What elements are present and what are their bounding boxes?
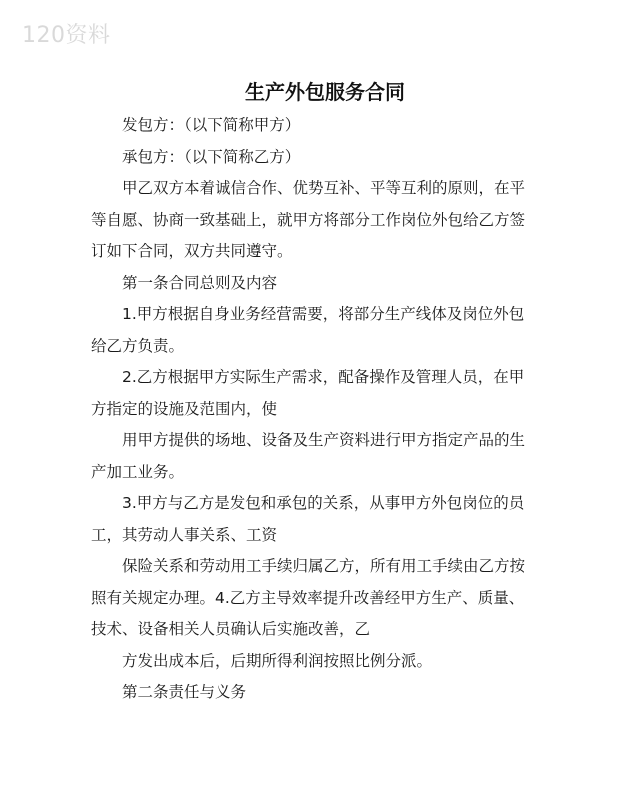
paragraph-preamble: 甲乙双方本着诚信合作、优势互补、平等互利的原则，在平等自愿、协商一致基础上，就甲方将部分工作岗位外包给乙方签订如下合同，双方共同遵守。 bbox=[91, 179, 526, 260]
clause-1: 1.甲方根据自身业务经营需要，将部分生产线体及岗位外包给乙方负责。 bbox=[91, 305, 525, 355]
clause-3-part-2: 保险关系和劳动用工手续归属乙方，所有用工手续由乙方按照有关规定办理。4.乙方主导效率提升改善经甲方生产、质量、技术、设备相关人员确认后实施改善，乙 bbox=[91, 557, 526, 638]
paragraph-contractor: 承包方：（以下简称乙方） bbox=[122, 147, 301, 166]
paragraph-employer: 发包方：（以下简称甲方） bbox=[122, 116, 301, 134]
section-heading-2: 第二条责任与义务 bbox=[122, 683, 247, 701]
document-title: 生产外包服务合同 bbox=[245, 80, 405, 104]
watermark: 120资料 bbox=[22, 23, 111, 48]
clause-2-part-1: 2.乙方根据甲方实际生产需求，配备操作及管理人员，在甲方指定的设施及范围内，使 bbox=[91, 368, 525, 418]
clause-2-part-2: 用甲方提供的场地、设备及生产资料进行甲方指定产品的生产加工业务。 bbox=[91, 431, 526, 481]
section-heading-1: 第一条合同总则及内容 bbox=[122, 273, 278, 292]
document-body bbox=[91, 110, 531, 709]
clause-3-part-1: 3.甲方与乙方是发包和承包的关系，从事甲方外包岗位的员工，其劳动人事关系、工资 bbox=[91, 494, 525, 544]
clause-4-part-2: 方发出成本后，后期所得利润按照比例分派。 bbox=[122, 651, 433, 670]
